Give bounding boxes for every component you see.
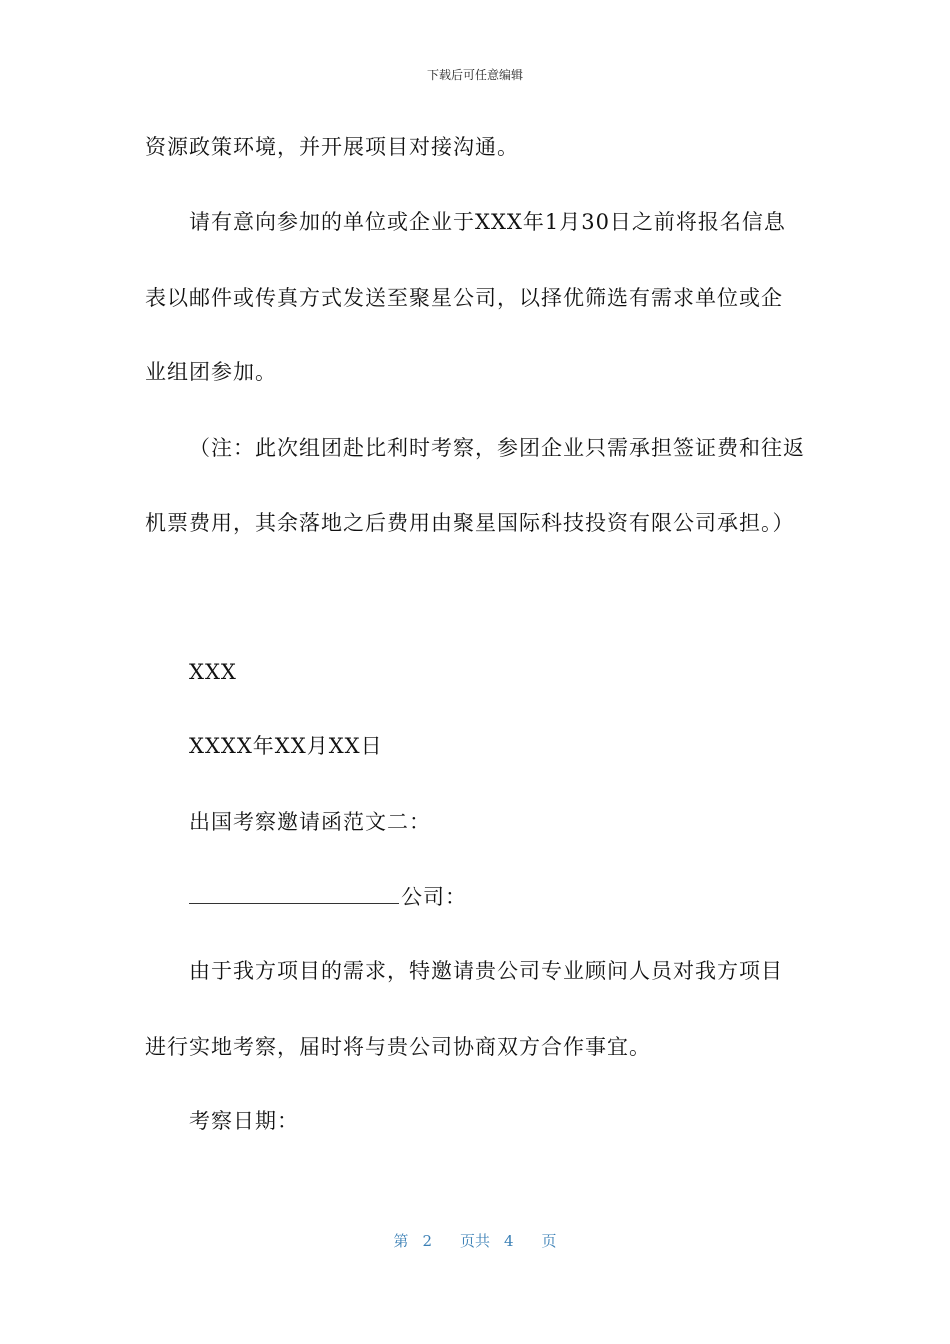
signature-date: XXXX年XX月XX日 [189,734,383,758]
signature-name: XXX [189,660,237,684]
paragraph-line: 资源政策环境，并开展项目对接沟通。 [145,135,519,159]
paragraph-line: 业组团参加。 [145,360,277,384]
header-note: 下载后可任意编辑 [426,68,523,82]
paragraph-line: （注：此次组团赴比利时考察，参团企业只需承担签证费和往返 [189,436,805,460]
paragraph-line: 进行实地考察，届时将与贵公司协商双方合作事宜。 [145,1035,651,1059]
paragraph-line: 表以邮件或传真方式发送至聚星公司，以择优筛选有需求单位或企 [145,286,783,310]
addressee-line [189,884,467,910]
blank-field [189,885,399,904]
paragraph-line: 由于我方项目的需求，特邀请贵公司专业顾问人员对我方项目 [189,959,783,983]
paragraph-line: 考察日期： [189,1109,299,1133]
section-title: 出国考察邀请函范文二： [189,810,431,834]
addressee-suffix: 公司： [401,885,467,909]
page-footer [0,1230,950,1251]
footer-suffix: 页 [541,1232,557,1250]
paragraph-line: 机票费用，其余落地之后费用由聚星国际科技投资有限公司承担。） [145,511,795,535]
paragraph-line: 请有意向参加的单位或企业于XXX年1月30日之前将报名信息 [189,210,786,234]
footer-middle: 页共 [459,1232,490,1250]
footer-prefix: 第 [393,1232,409,1250]
footer-page-number: 2 [422,1232,432,1250]
footer-total-pages: 4 [504,1232,514,1250]
